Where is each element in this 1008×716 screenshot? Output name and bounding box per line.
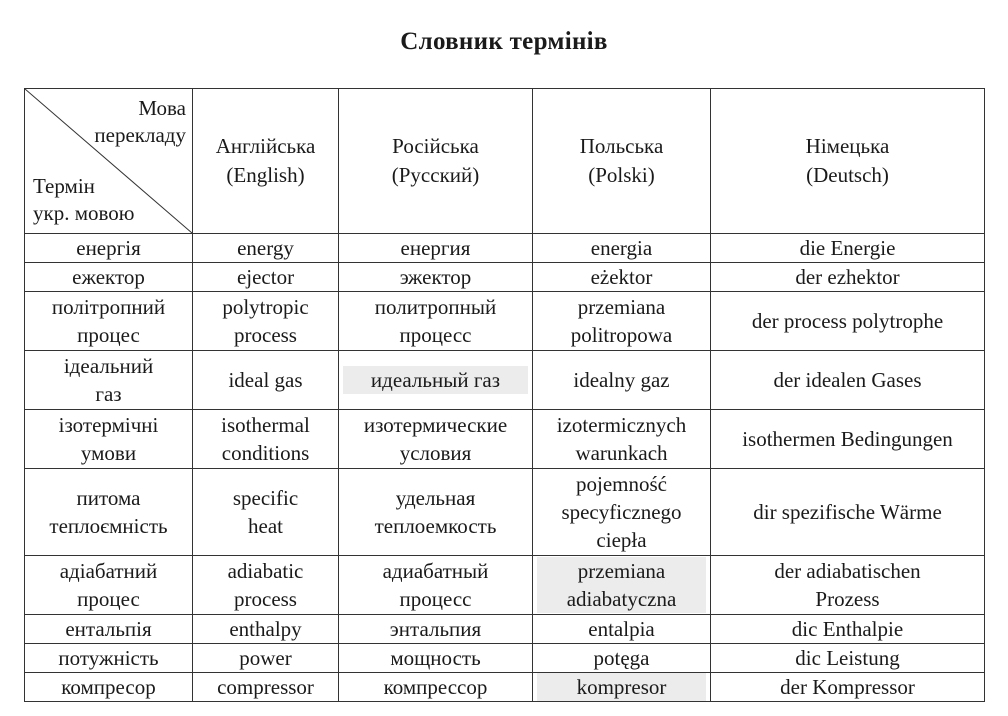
term-cell-english [193, 615, 339, 644]
term-cell-polish [533, 292, 711, 351]
language-native-name: (English) [226, 163, 305, 187]
term-text: процес [77, 323, 140, 347]
term-text: питома [76, 486, 141, 510]
term-cell-english [193, 351, 339, 410]
term-text: теплоемкость [374, 514, 497, 538]
term-cell-russian [339, 410, 533, 469]
term-text: удельная [395, 486, 476, 510]
term-cell-ukrainian [25, 263, 193, 292]
term-cell-german [711, 615, 985, 644]
header-row [25, 89, 985, 234]
language-name: Польська [579, 134, 664, 158]
term-text: process [234, 323, 297, 347]
term-text: enthalpy [229, 617, 302, 641]
term-text: процесс [399, 587, 472, 611]
term-text: conditions [221, 441, 310, 465]
term-text: энтальпия [389, 617, 482, 641]
term-text: isothermal [221, 413, 310, 437]
term-text: specific [232, 486, 299, 510]
term-text: условия [399, 441, 472, 465]
term-cell-polish [533, 410, 711, 469]
term-cell-ukrainian [25, 469, 193, 556]
term-text: der Kompressor [780, 675, 915, 699]
term-text: ізотермічні [58, 413, 159, 437]
term-text: изотермические [363, 413, 508, 437]
term-text: теплоємність [49, 514, 168, 538]
term-cell-english [193, 410, 339, 469]
table-row [25, 263, 985, 292]
term-text: der idealen Gases [773, 368, 922, 392]
term-text: енергия [400, 236, 471, 260]
column-header-german [711, 89, 985, 234]
term-cell-german [711, 351, 985, 410]
page-title: Словник термінів [400, 28, 608, 55]
corner-bottom-line-1: Термін [33, 174, 95, 198]
table-row [25, 469, 985, 556]
term-text: адіабатний [59, 559, 158, 583]
table-row [25, 556, 985, 615]
term-cell-polish [533, 556, 711, 615]
term-text: эжектор [399, 265, 472, 289]
term-text: ентальпія [65, 617, 152, 641]
table-row [25, 644, 985, 673]
term-cell-english [193, 673, 339, 702]
term-text: политропный [374, 295, 497, 319]
language-name: Російська [392, 134, 479, 158]
term-cell-russian [339, 351, 533, 410]
glossary-table [24, 88, 985, 702]
term-text: power [239, 646, 292, 670]
term-text: compressor [217, 675, 314, 699]
term-cell-russian [339, 673, 533, 702]
term-text: der ezhektor [795, 265, 900, 289]
term-cell-russian [339, 234, 533, 263]
table-row [25, 410, 985, 469]
term-text: idealny gaz [573, 368, 670, 392]
term-cell-english [193, 556, 339, 615]
term-cell-german [711, 673, 985, 702]
column-header-polish [533, 89, 711, 234]
term-text: енергія [76, 236, 141, 260]
term-text: potęga [593, 646, 650, 670]
table-row [25, 615, 985, 644]
term-cell-english [193, 234, 339, 263]
term-text: идеальный газ [343, 366, 528, 394]
table-row [25, 234, 985, 263]
term-cell-polish [533, 469, 711, 556]
term-cell-russian [339, 263, 533, 292]
term-cell-ukrainian [25, 615, 193, 644]
table-row [25, 673, 985, 702]
corner-top-line-2: перекладу [94, 123, 186, 147]
term-cell-ukrainian [25, 410, 193, 469]
corner-bottom-line-2: укр. мовою [33, 201, 135, 225]
term-text: dic Enthalpie [791, 617, 904, 641]
term-text: dir spezifische Wärme [753, 500, 942, 524]
table-row [25, 292, 985, 351]
term-cell-russian [339, 292, 533, 351]
term-cell-ukrainian [25, 644, 193, 673]
term-cell-ukrainian [25, 292, 193, 351]
term-text: energy [237, 236, 294, 260]
term-text: dic Leistung [795, 646, 900, 670]
term-cell-russian [339, 615, 533, 644]
term-text: pojemność [576, 472, 667, 496]
language-name: Німецька [805, 134, 890, 158]
term-cell-russian [339, 644, 533, 673]
term-cell-ukrainian [25, 556, 193, 615]
term-text: ideal gas [228, 368, 303, 392]
term-text: ежектор [72, 265, 145, 289]
term-text: газ [95, 382, 122, 406]
term-text: компресор [61, 675, 156, 699]
term-text: der process polytrophe [751, 309, 944, 333]
term-text: kompresor [537, 673, 706, 701]
term-cell-polish [533, 644, 711, 673]
term-text: heat [248, 514, 283, 538]
term-text: przemiana [537, 557, 706, 585]
term-cell-ukrainian [25, 234, 193, 263]
term-text: процес [77, 587, 140, 611]
term-text: isothermen Bedingungen [742, 427, 953, 451]
term-text: політропний [51, 295, 166, 319]
column-header-english [193, 89, 339, 234]
term-cell-english [193, 263, 339, 292]
term-text: energia [590, 236, 653, 260]
term-text: polytropic [222, 295, 309, 319]
term-text: specyficznego [561, 500, 682, 524]
term-cell-german [711, 556, 985, 615]
language-native-name: (Deutsch) [806, 163, 889, 187]
term-text: eżektor [590, 265, 653, 289]
term-cell-russian [339, 556, 533, 615]
term-cell-ukrainian [25, 351, 193, 410]
term-cell-english [193, 644, 339, 673]
term-text: ідеальний [63, 354, 154, 378]
term-cell-german [711, 292, 985, 351]
term-text: процесс [399, 323, 472, 347]
language-name: Англійська [215, 134, 316, 158]
term-text: adiabatic [227, 559, 304, 583]
corner-header-cell [25, 89, 193, 234]
term-text: компрессор [383, 675, 488, 699]
language-native-name: (Русский) [391, 163, 480, 187]
term-text: process [234, 587, 297, 611]
term-text: ciepła [596, 528, 647, 552]
term-text: мощность [390, 646, 481, 670]
term-cell-german [711, 469, 985, 556]
term-cell-polish [533, 615, 711, 644]
table-row [25, 351, 985, 410]
term-cell-polish [533, 263, 711, 292]
term-cell-english [193, 292, 339, 351]
term-cell-german [711, 263, 985, 292]
term-text: адиабатный [382, 559, 489, 583]
term-cell-german [711, 644, 985, 673]
term-text: потужність [58, 646, 159, 670]
term-cell-ukrainian [25, 673, 193, 702]
term-text: adiabatyczna [537, 585, 706, 613]
term-text: ejector [236, 265, 295, 289]
term-cell-german [711, 410, 985, 469]
term-text: die Energie [799, 236, 896, 260]
term-cell-polish [533, 234, 711, 263]
term-text: der adiabatischen [774, 559, 921, 583]
term-cell-polish [533, 351, 711, 410]
term-text: izotermicznych [556, 413, 687, 437]
ukrainian-term-label [33, 173, 134, 227]
term-cell-russian [339, 469, 533, 556]
term-text: politropowa [570, 323, 673, 347]
translation-language-label [94, 95, 186, 149]
term-text: умови [80, 441, 137, 465]
term-cell-german [711, 234, 985, 263]
term-text: warunkach [575, 441, 668, 465]
term-cell-english [193, 469, 339, 556]
term-text: przemiana [577, 295, 666, 319]
term-cell-polish [533, 673, 711, 702]
language-native-name: (Polski) [588, 163, 655, 187]
corner-top-line-1: Мова [138, 96, 186, 120]
column-header-russian [339, 89, 533, 234]
term-text: entalpia [588, 617, 655, 641]
term-text: Prozess [815, 587, 880, 611]
